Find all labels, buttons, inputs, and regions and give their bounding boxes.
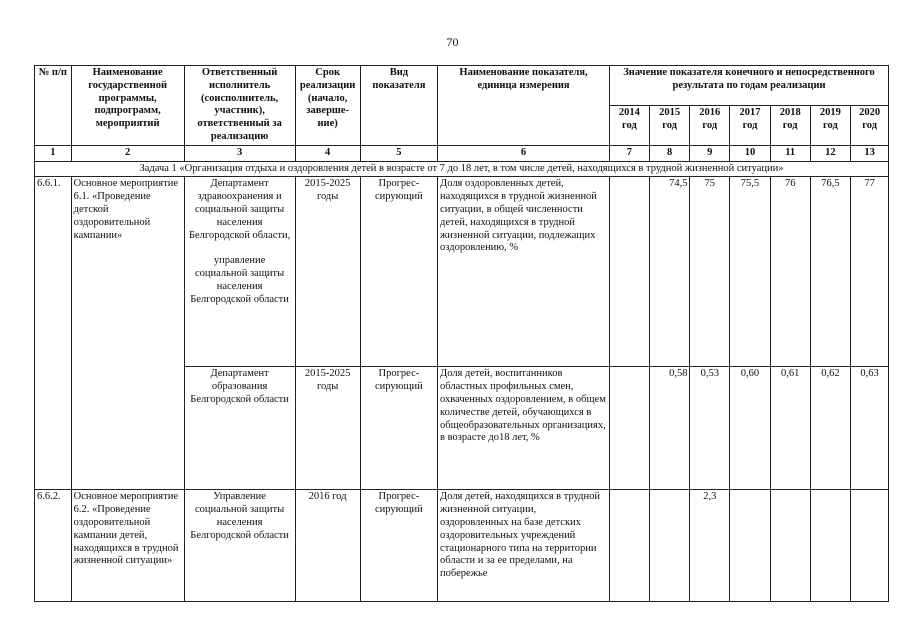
row-indicator: Доля детей, находящихся в трудной жизненной ситуации, оздоровленных на базе детских оздоровительных учреждений стационарного типа на территории области и за ее пределами, на побережье — [438, 490, 610, 602]
value-2016: 0,53 — [690, 367, 730, 490]
header-year: 2016 год — [690, 105, 730, 145]
value-2017 — [730, 490, 771, 602]
value-2019: 0,62 — [810, 367, 851, 490]
task-row — [35, 161, 889, 177]
value-2018 — [770, 490, 810, 602]
column-number: 12 — [810, 145, 851, 161]
value-2014 — [610, 177, 650, 367]
header-kind: Вид показателя — [360, 66, 437, 146]
value-2019 — [810, 490, 851, 602]
column-number: 1 — [35, 145, 72, 161]
value-2016: 2,3 — [690, 490, 730, 602]
row-executor — [184, 177, 295, 367]
header-name: Наименование государственной программы, подпрограмм, мероприятий — [71, 66, 184, 146]
value-2020: 77 — [851, 177, 889, 367]
column-number: 8 — [649, 145, 690, 161]
row-measure-name: Основное мероприятие 6.1. «Проведение детской оздоровительной кампании» — [71, 177, 184, 490]
header-num: № п/п — [35, 66, 72, 146]
value-2014 — [610, 490, 650, 602]
value-2015 — [649, 490, 690, 602]
value-2014 — [610, 367, 650, 490]
executor-primary: Департамент здравоохранения и социальной защиты населения Белгородской области, — [188, 178, 291, 241]
page-number: 70 — [446, 35, 459, 49]
value-2019: 76,5 — [810, 177, 851, 367]
column-number: 2 — [71, 145, 184, 161]
value-2015: 0,58 — [649, 367, 690, 490]
header-indicator: Наименование показателя, единица измерения — [438, 66, 610, 146]
column-number: 9 — [690, 145, 730, 161]
value-2017: 0,60 — [730, 367, 771, 490]
row-kind: Прогрес-сирующий — [360, 367, 437, 490]
column-number: 5 — [360, 145, 437, 161]
value-2016: 75 — [690, 177, 730, 367]
column-number: 10 — [730, 145, 771, 161]
header-row-1 — [35, 66, 889, 106]
row-measure-name: Основное мероприятие 6.2. «Проведение оздоровительной кампании детей, находящихся в трудной жизненной ситуации» — [71, 490, 184, 602]
row-number: 6.6.2. — [35, 490, 72, 602]
column-number: 13 — [851, 145, 889, 161]
header-year: 2018 год — [770, 105, 810, 145]
header-year: 2019 год — [810, 105, 851, 145]
column-number: 11 — [770, 145, 810, 161]
column-number: 4 — [295, 145, 360, 161]
row-number: 6.6.1. — [35, 177, 72, 490]
value-2017: 75,5 — [730, 177, 771, 367]
row-indicator: Доля детей, воспитанников областных профильных смен, охваченных оздоровлением, в общем количестве детей, обучающихся в общеобразовательных организациях, в возрасте до18 лет, % — [438, 367, 610, 490]
header-values-group: Значение показателя конечного и непосредственного результата по годам реализации — [610, 66, 889, 106]
row-indicator: Доля оздоровленных детей, находящихся в трудной жизненной ситуации, в общей численности детей, находящихся в трудной жизненной ситуации, подлежащих оздоровлению, % — [438, 177, 610, 367]
row-term: 2015-2025 годы — [295, 177, 360, 367]
table-row — [35, 177, 889, 367]
header-term: Срок реализации (начало, заверше-ние) — [295, 66, 360, 146]
executor-secondary: управление социальной защиты населения Белгородской области — [190, 255, 289, 305]
header-year: 2015 год — [649, 105, 690, 145]
column-number: 6 — [438, 145, 610, 161]
header-year: 2020 год — [851, 105, 889, 145]
row-executor: Департамент образования Белгородской области — [184, 367, 295, 490]
program-table — [34, 65, 889, 602]
column-number: 3 — [184, 145, 295, 161]
row-executor: Управление социальной защиты населения Белгородской области — [184, 490, 295, 602]
value-2020 — [851, 490, 889, 602]
row-term: 2015-2025 годы — [295, 367, 360, 490]
value-2018: 0,61 — [770, 367, 810, 490]
row-kind: Прогрес-сирующий — [360, 490, 437, 602]
value-2020: 0,63 — [851, 367, 889, 490]
header-year: 2017 год — [730, 105, 771, 145]
column-number-row — [35, 145, 889, 161]
header-year: 2014 год — [610, 105, 650, 145]
task-title: Задача 1 «Организация отдыха и оздоровления детей в возрасте от 7 до 18 лет, в том числе детей, находящихся в трудной жизненной ситуации» — [35, 161, 889, 177]
header-executor: Ответственный исполнитель (соисполнитель, участник), ответственный за реализацию — [184, 66, 295, 146]
column-number: 7 — [610, 145, 650, 161]
value-2018: 76 — [770, 177, 810, 367]
row-kind: Прогрес-сирующий — [360, 177, 437, 367]
row-term: 2016 год — [295, 490, 360, 602]
value-2015: 74,5 — [649, 177, 690, 367]
table-row — [35, 490, 889, 602]
